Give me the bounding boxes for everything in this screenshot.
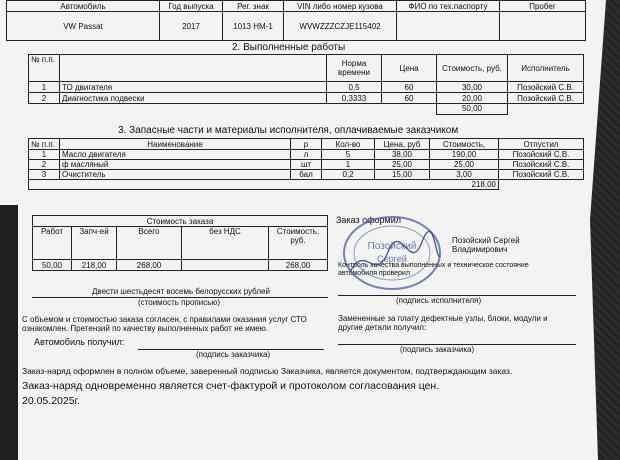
stamp-text-line1: Позойский [367,241,417,252]
works-table [28,54,584,115]
vehicle-table [6,0,586,41]
work-name: Диагностика подвески [60,93,327,104]
part-price: 25,00 [375,160,430,170]
row-number: 2 [29,160,60,170]
cost-no-vat [182,260,269,271]
order-done-label: Заказ оформил [336,215,401,225]
header-cell: Автомобиль [7,1,160,12]
header-cell: № п.п. [29,55,60,82]
work-norm: 0,5 [327,82,382,93]
row-number: 1 [29,150,60,160]
executor-name-line1: Позойский Сергей [452,236,520,245]
part-unit: шт [291,160,322,170]
parts-received-line2: другие детали получил: [338,323,427,332]
cost-table [32,215,328,271]
parts-table [28,138,584,190]
part-name: Масло двигателя [60,150,291,160]
footer-line2: Заказ-наряд одновременно является счет-фактурой и протоколом согласования цен. [22,380,440,392]
work-executor: Позойский С.В. [508,82,584,93]
header-cell: VIN либо номер кузова [284,1,397,12]
header-cell: ФИО по тех.паспорту [397,1,500,12]
header-cell: № п.п. [29,139,60,150]
vehicle-plate: 1013 НМ-1 [223,12,284,41]
header-cell: Норма времени [327,55,382,82]
header-cell [60,55,327,82]
parts-received-line1: Замененные за плату дефектные узлы, блоки, модули и [338,314,548,323]
header-cell: Год выпуска [160,1,223,12]
agreement-line2: ознакомлен. Претензий по качеству выполненных работ не имею. [22,324,268,333]
cost-total: 268,00 [117,260,182,271]
section3-title: 3. Запасные части и материалы исполнителя, оплачиваемые заказчиком [118,125,459,136]
work-norm: 0,3333 [327,93,382,104]
header-cell: Цена, руб [375,139,430,150]
stamp-icon [340,212,444,294]
part-name: ф масляный [60,160,291,170]
amount-caption: (стоимость прописью) [138,298,221,307]
executor-name-line2: Владимирович [452,245,508,254]
header-cell: Наименование [60,139,291,150]
part-by: Позойский С.В. [499,160,584,170]
part-cost: 190,00 [430,150,499,160]
part-cost: 25,00 [430,160,499,170]
work-price: 60 [382,82,437,93]
table-row [29,170,584,180]
header-cell: Стоимость, [430,139,499,150]
quality-line2: автомобиля проверил [338,270,410,277]
part-qty: 0,2 [322,170,375,180]
table-row [29,150,584,160]
quality-line1: Контроль качества выполненных и техническое состояние [338,262,529,269]
footer-date: 20.05.2025г. [22,395,81,407]
part-name: Очиститель [60,170,291,180]
work-price: 60 [382,93,437,104]
works-total: 50,00 [437,104,508,115]
row-number: 3 [29,170,60,180]
part-by: Позойский С.В. [499,170,584,180]
header-cell: Пробег [500,1,586,12]
footer-line1: Заказ-наряд оформлен в полном объеме, заверенный подписью Заказчика, является документом, подтверждающим заказ. [22,366,513,376]
vehicle-owner [397,12,500,41]
header-cell: р [291,139,322,150]
header-cell: Запч-ей [72,227,117,260]
work-name: ТО двигателя [60,82,327,93]
header-cell: без НДС [182,227,269,260]
vehicle-mileage [500,12,586,41]
vehicle-vin: WVWZZZCZJE115402 [284,12,397,41]
row-number: 1 [29,82,60,93]
work-cost: 20,00 [437,93,508,104]
part-cost: 3,00 [430,170,499,180]
part-unit: л [291,150,322,160]
cost-works: 50,00 [33,260,72,271]
part-by: Позойский С.В. [499,150,584,160]
part-price: 15,00 [375,170,430,180]
vehicle-model: VW Passat [7,12,160,41]
client-sig-caption: (подпись заказчика) [196,350,271,359]
part-price: 38,00 [375,150,430,160]
work-executor: Позойский С.В. [508,93,584,104]
header-cell: Стоимость, руб. [269,227,328,260]
part-qty: 1 [322,160,375,170]
cost-sum: 268,00 [269,260,328,271]
table-row [29,160,584,170]
section2-title: 2. Выполненные работы [232,42,346,53]
header-cell: Всего [117,227,182,260]
part-unit: бал [291,170,322,180]
table-row [29,93,584,104]
header-cell: Цена [382,55,437,82]
work-cost: 30,00 [437,82,508,93]
agreement-line1: С объемом и стоимостью заказа согласен, с правилами оказания услуг СТО [22,315,307,324]
cost-title: Стоимость заказа [33,216,328,227]
part-qty: 5 [322,150,375,160]
vehicle-year: 2017 [160,12,223,41]
header-cell: Кол-во [322,139,375,150]
cost-parts: 218,00 [72,260,117,271]
header-cell: Работ [33,227,72,260]
table-row [29,82,584,93]
executor-sig-caption: (подпись исполнителя) [396,296,482,305]
row-number: 2 [29,93,60,104]
header-cell: Отпустил [499,139,584,150]
received-label: Автомобиль получил: [34,337,125,347]
header-cell: Стоимость, руб. [437,55,508,82]
stamp-text-line2: Сергей [377,254,407,264]
client-sig-caption-right: (подпись заказчика) [400,345,475,354]
parts-total: 218,00 [29,180,499,190]
amount-words: Двести шестьдесят восемь белорусских рублей [92,287,270,296]
header-cell: Рег. знак [223,1,284,12]
header-cell: Исполнитель [508,55,584,82]
dark-edge [0,205,18,460]
